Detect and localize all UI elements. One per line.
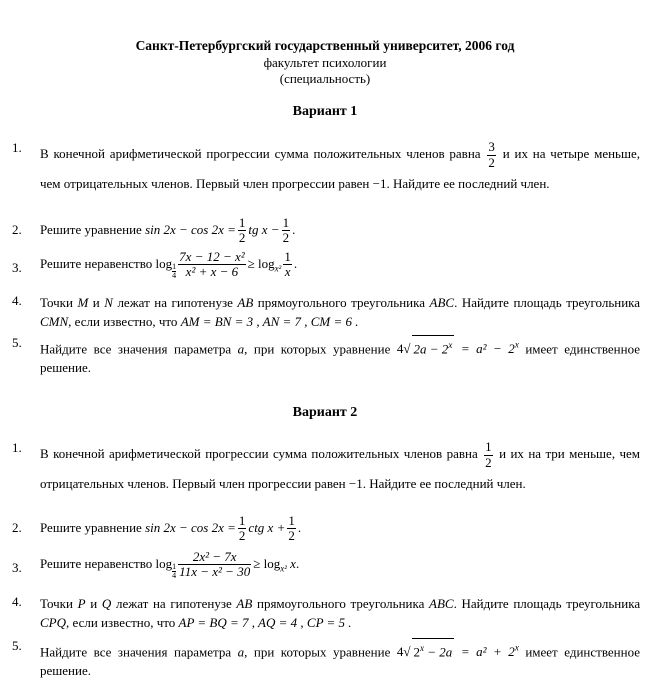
point-label: N <box>104 295 113 310</box>
equation: sin 2x − cos 2x = $\frac{1}{2}$ ctg x + $\frac{1}{2}$ . <box>145 513 302 544</box>
variant-1-task-2 <box>12 216 640 246</box>
segment-label: AB <box>236 596 253 611</box>
task-text: лежат на гипотенузе <box>115 596 232 611</box>
task-text: Найдите все значения параметра <box>40 341 232 357</box>
university-title: Санкт-Петербургский государственный университет, 2006 год <box>135 38 515 53</box>
fraction: $\frac{1}{2}$ <box>485 439 492 470</box>
task-text: и их на три меньше, чем отрицательных членов. Первый член прогрессии равен <box>40 446 641 491</box>
triangle-label: ABC <box>429 596 454 611</box>
triangle-label: ABC <box>429 295 455 310</box>
task-text: В конечной арифметической прогрессии сумма положительных членов равна <box>40 446 478 461</box>
task-text: Точки <box>40 596 73 611</box>
task-text: Точки <box>40 295 73 310</box>
task-number: 2. <box>12 520 22 535</box>
triangle-label: CMN <box>40 314 69 329</box>
parameter: a <box>237 644 245 660</box>
task-text: , если известно, что <box>68 314 178 329</box>
conditions: AP = BQ = 7 , AQ = 4 , CP = 5 . <box>178 615 352 630</box>
task-text: . Найдите площадь треугольника <box>453 596 641 611</box>
fraction: $\frac{3}{2}$ <box>488 139 495 170</box>
task-text: , при которых уравнение <box>244 644 391 660</box>
variant-2-task-3 <box>12 550 640 580</box>
equation: 4√ $2a - 2^x = a^2 - 2^x$ <box>397 341 519 356</box>
point-label: Q <box>101 596 112 611</box>
variant-2-task-4 <box>12 594 640 632</box>
variant-1-task-1 <box>12 140 640 198</box>
math-value: −1 <box>348 475 363 491</box>
task-number: 2. <box>12 222 22 237</box>
task-number: 3. <box>12 260 22 275</box>
task-text: лежат на гипотенузе <box>117 295 233 310</box>
task-number: 1. <box>12 440 22 455</box>
faculty-line: факультет психологии <box>263 54 387 70</box>
parameter: a <box>237 341 245 357</box>
point-label: M <box>77 295 89 310</box>
equation: 4√ $2^x - 2a = a^2 + 2^x$ <box>397 644 519 659</box>
segment-label: AB <box>237 295 254 310</box>
triangle-label: CPQ <box>40 615 66 630</box>
task-text: имеет единственное решение. <box>40 644 640 679</box>
task-number: 4. <box>12 594 22 609</box>
task-text: , если известно, что <box>66 615 176 630</box>
inequality: log $\frac{1}{4}$ $\frac{\text{2x² − 7x}}{\text{11x − x² − 30}}$ ≥ $\log_{x^2} x$. <box>155 549 300 580</box>
task-text: . Найдите ее последний член. <box>386 175 550 191</box>
task-text: , при которых уравнение <box>244 341 391 357</box>
variant-1-task-3 <box>12 250 640 280</box>
task-text: прямоугольного треугольника <box>257 295 426 310</box>
task-text: Решите уравнение <box>40 221 142 237</box>
task-text: имеет единственное решение. <box>40 341 640 376</box>
task-number: 3. <box>12 560 22 575</box>
document-header <box>0 38 650 87</box>
variant-2-title: Вариант 2 <box>292 405 358 420</box>
inequality: log $\frac{1}{4}$ $\frac{\text{7x − 12 − x²}}{\text{x² + x − 6}}$ ≥ $\log_{x^2}$ $\frac{1}{x}$ . <box>155 249 298 280</box>
variant-1-task-5 <box>12 335 640 377</box>
task-number: 5. <box>12 335 22 350</box>
task-number: 1. <box>12 140 22 155</box>
conditions: AM = BN = 3 , AN = 7 , CM = 6 . <box>180 314 359 329</box>
equation: sin 2x − cos 2x = $\frac{1}{2}$ tg x − $\frac{1}{2}$ . <box>145 215 296 246</box>
task-text: Решите неравенство <box>40 555 153 571</box>
task-text: и <box>92 295 100 310</box>
task-text: прямоугольного треугольника <box>256 596 425 611</box>
variant-2-task-2 <box>12 514 640 544</box>
specialty-line: (специальность) <box>279 71 371 87</box>
task-text: . Найдите площадь треугольника <box>454 295 641 310</box>
task-text: Найдите все значения параметра <box>40 644 232 660</box>
task-text: . Найдите ее последний член. <box>362 475 526 491</box>
task-number: 5. <box>12 638 22 653</box>
task-text: и <box>90 596 98 611</box>
point-label: P <box>77 596 86 611</box>
task-number: 4. <box>12 293 22 308</box>
variant-2-task-1 <box>12 440 640 498</box>
variant-1-title: Вариант 1 <box>292 104 358 119</box>
math-value: −1 <box>372 175 387 191</box>
task-text: В конечной арифметической прогрессии сумма положительных членов равна <box>40 146 481 161</box>
task-text: Решите неравенство <box>40 255 153 271</box>
task-text: и их на четыре меньше, чем отрицательных членов. Первый член прогрессии равен <box>40 146 641 191</box>
task-text: Решите уравнение <box>40 519 142 535</box>
variant-1-task-4 <box>12 293 640 331</box>
